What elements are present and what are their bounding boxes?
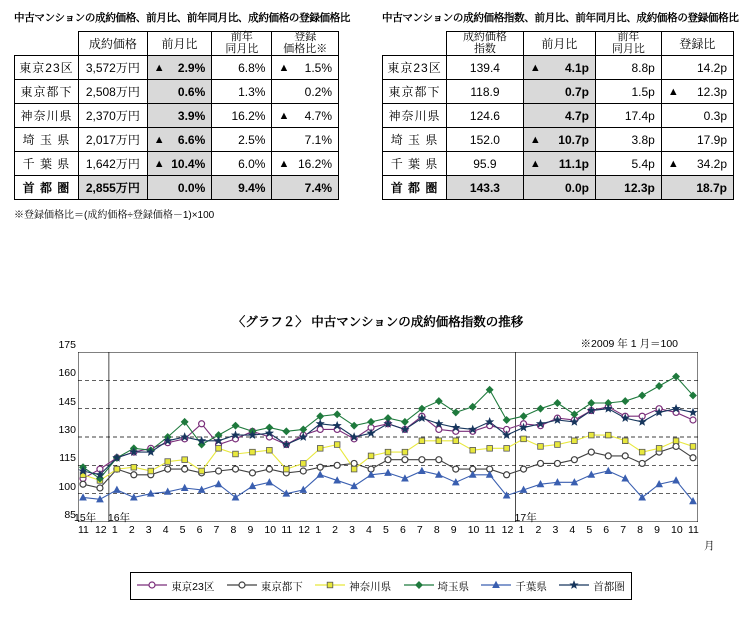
col-header-reg: 登録比	[661, 32, 733, 56]
cell-mom-value: 11.1p	[558, 156, 589, 171]
cell-reg	[661, 152, 733, 176]
triangle-icon: ▲	[529, 133, 541, 146]
cell-mom-value: 3.9%	[177, 108, 206, 123]
y-tick-label: 145	[58, 395, 76, 408]
cell-mom	[523, 176, 595, 200]
left-table-note: ※登録価格比＝(成約価格÷登録価格－1)×100	[14, 210, 215, 222]
x-year-label: 16年	[107, 512, 131, 524]
table-row	[383, 152, 734, 176]
triangle-icon: ▲	[153, 133, 165, 146]
table-row	[383, 80, 734, 104]
row-label: 神奈川県	[15, 104, 79, 128]
cell-yoy-value: 3.8p	[631, 132, 655, 147]
index-table	[382, 31, 734, 200]
cell-reg-value: 17.9p	[696, 132, 727, 147]
cell-reg	[661, 56, 733, 80]
cell-index: 139.4	[447, 56, 524, 80]
row-label: 東京都下	[15, 80, 79, 104]
table-row	[383, 104, 734, 128]
cell-yoy	[595, 176, 661, 200]
col-header-yoy: 前年 同月比	[595, 32, 661, 56]
x-tick-label: 6	[399, 524, 406, 536]
cell-mom-value: 2.9%	[177, 60, 206, 75]
triangle-icon: ▲	[667, 157, 679, 170]
cell-reg	[272, 152, 339, 176]
x-year-label: 17年	[514, 512, 537, 524]
x-tick-label: 12	[501, 524, 514, 536]
col-header-blank	[383, 32, 447, 56]
cell-mom	[147, 80, 212, 104]
x-tick-label: 12	[94, 524, 107, 536]
table-row	[15, 56, 339, 80]
triangle-icon: ▲	[529, 61, 541, 74]
cell-yoy-value: 2.5%	[238, 132, 266, 147]
cell-yoy-value: 17.4p	[624, 108, 655, 123]
cell-reg	[661, 176, 733, 200]
cell-reg-value: 7.1%	[304, 132, 332, 147]
y-tick-label: 115	[59, 452, 76, 465]
x-tick-label: 2	[128, 524, 135, 536]
table-row-total	[15, 176, 339, 200]
cell-mom	[147, 152, 212, 176]
x-tick-label: 3	[349, 524, 355, 536]
y-tick-label: 85	[64, 509, 76, 521]
legend-marker-diamond-icon	[404, 579, 434, 594]
table-header-row	[15, 32, 339, 56]
y-tick-label: 175	[58, 339, 76, 351]
table-row	[383, 128, 734, 152]
chart-legend	[130, 572, 632, 600]
cell-yoy	[212, 128, 272, 152]
x-tick-label: 1	[111, 524, 118, 536]
cell-mom	[523, 152, 595, 176]
row-label: 首 都 圏	[15, 176, 79, 200]
x-tick-label: 9	[247, 524, 254, 536]
table-row-total	[383, 176, 734, 200]
cell-reg-value: 0.2%	[304, 84, 332, 99]
cell-reg	[272, 56, 339, 80]
y-tick-label: 100	[58, 480, 76, 493]
row-label: 埼 玉 県	[15, 128, 79, 152]
x-tick-label: 7	[213, 524, 220, 536]
row-label: 千 葉 県	[383, 152, 447, 176]
x-tick-label: 3	[145, 524, 152, 536]
cell-price: 2,508万円	[78, 80, 147, 104]
x-tick-label: 5	[179, 524, 186, 536]
cell-price: 3,572万円	[78, 56, 147, 80]
x-tick-label: 11	[78, 524, 89, 536]
cell-yoy	[595, 56, 661, 80]
cell-mom	[523, 56, 595, 80]
x-tick-label: 10	[671, 524, 683, 536]
col-header-index: 成約価格 指数	[447, 32, 524, 56]
cell-yoy-value: 6.8%	[238, 60, 266, 75]
triangle-icon: ▲	[278, 61, 290, 74]
x-tick-label: 5	[383, 524, 389, 536]
x-tick-label: 4	[569, 524, 576, 536]
table-header-row	[383, 32, 734, 56]
cell-reg-value: 34.2p	[696, 156, 727, 171]
x-tick-label: 7	[620, 524, 627, 536]
cell-yoy-value: 16.2%	[231, 108, 266, 123]
x-axis-unit-label: 月	[704, 540, 715, 552]
x-tick-label: 7	[416, 524, 423, 536]
cell-mom	[523, 80, 595, 104]
legend-marker-square-icon	[315, 579, 345, 594]
row-label: 東京23区	[15, 56, 79, 80]
row-label: 東京都下	[383, 80, 447, 104]
x-tick-label: 1	[518, 524, 525, 536]
legend-label: 神奈川県	[349, 580, 392, 593]
triangle-icon: ▲	[529, 157, 541, 170]
legend-marker-circle-open-icon	[227, 579, 257, 594]
cell-price: 1,642万円	[78, 152, 147, 176]
cell-reg-value: 14.2p	[696, 60, 727, 75]
cell-mom-value: 4.7p	[564, 108, 589, 123]
cell-yoy	[212, 80, 272, 104]
legend-marker-circle-icon	[137, 579, 167, 594]
cell-yoy-value: 12.3p	[624, 180, 655, 195]
cell-mom-value: 0.0p	[564, 180, 589, 195]
x-tick-label: 9	[654, 524, 660, 536]
legend-item[interactable]	[227, 579, 303, 594]
legend-item[interactable]	[137, 579, 214, 594]
cell-reg	[272, 176, 339, 200]
col-header-price: 成約価格	[78, 32, 147, 56]
legend-item[interactable]	[481, 579, 547, 594]
right-table-block	[382, 10, 744, 200]
cell-reg-value: 12.3p	[696, 84, 727, 99]
cell-index: 95.9	[447, 152, 524, 176]
cell-reg	[272, 80, 339, 104]
cell-reg	[272, 128, 339, 152]
cell-mom-value: 0.0%	[177, 180, 206, 195]
y-axis-labels	[40, 339, 76, 528]
cell-yoy	[595, 152, 661, 176]
cell-mom-value: 6.6%	[177, 132, 206, 147]
x-tick-label: 2	[332, 524, 338, 536]
cell-index: 143.3	[447, 176, 524, 200]
triangle-icon: ▲	[667, 85, 679, 98]
legend-label: 埼玉県	[437, 580, 469, 593]
table-row	[383, 56, 734, 80]
cell-yoy	[212, 104, 272, 128]
cell-price: 2,855万円	[78, 176, 147, 200]
row-label: 神奈川県	[383, 104, 447, 128]
cell-reg	[272, 104, 339, 128]
row-label: 東京23区	[383, 56, 447, 80]
cell-mom	[147, 176, 212, 200]
triangle-icon: ▲	[278, 157, 290, 170]
cell-index: 118.9	[447, 80, 524, 104]
x-tick-label: 11	[281, 524, 293, 536]
x-tick-label: 5	[586, 524, 593, 536]
x-tick-label: 4	[162, 524, 169, 536]
cell-index: 124.6	[447, 104, 524, 128]
triangle-icon: ▲	[153, 157, 165, 170]
cell-yoy-value: 8.8p	[631, 60, 655, 75]
cell-yoy-value: 1.5p	[631, 84, 655, 99]
cell-yoy-value: 1.3%	[238, 84, 266, 99]
cell-reg	[661, 128, 733, 152]
cell-reg-value: 18.7p	[696, 180, 727, 195]
cell-mom-value: 0.7p	[564, 84, 589, 99]
x-tick-label: 10	[467, 524, 480, 536]
x-tick-label: 8	[637, 524, 643, 536]
x-tick-label: 11	[688, 524, 699, 536]
row-label: 千 葉 県	[15, 152, 79, 176]
cell-mom	[147, 104, 212, 128]
cell-yoy	[212, 152, 272, 176]
legend-marker-triangle-icon	[481, 579, 511, 594]
legend-label: 首都圏	[593, 580, 625, 593]
cell-reg	[661, 80, 733, 104]
cell-reg	[661, 104, 733, 128]
col-header-reg: 登録 価格比※	[272, 32, 339, 56]
cell-mom	[523, 128, 595, 152]
chart-title: 〈グラフ２〉 中古マンションの成約価格指数の推移	[232, 315, 524, 329]
legend-label: 東京23区	[171, 580, 215, 593]
x-tick-label: 12	[298, 524, 310, 536]
y-tick-label: 160	[58, 367, 76, 380]
x-tick-label: 1	[315, 524, 322, 536]
col-header-blank	[15, 32, 79, 56]
cell-yoy-value: 5.4p	[631, 156, 655, 171]
row-label: 首 都 圏	[383, 176, 447, 200]
x-tick-label: 6	[196, 524, 203, 536]
cell-price: 2,017万円	[78, 128, 147, 152]
legend-label: 東京都下	[260, 580, 303, 593]
right-table-title: 中古マンションの成約価格指数、前月比、前年同月比、成約価格の登録価格比	[382, 12, 739, 24]
cell-yoy	[212, 56, 272, 80]
legend-item[interactable]	[315, 579, 391, 594]
col-header-mom: 前月比	[523, 32, 595, 56]
cell-mom-value: 4.1p	[564, 60, 589, 75]
legend-marker-star-icon	[559, 579, 589, 594]
x-tick-label: 8	[433, 524, 440, 536]
cell-yoy	[595, 104, 661, 128]
cell-yoy	[595, 80, 661, 104]
chart-area	[0, 300, 756, 621]
table-row	[15, 104, 339, 128]
cell-price: 2,370万円	[78, 104, 147, 128]
row-label: 埼 玉 県	[383, 128, 447, 152]
x-year-label: 15年	[74, 512, 97, 524]
triangle-icon: ▲	[278, 109, 290, 122]
chart-note: ※2009 年 1 月＝100	[580, 338, 678, 350]
table-row	[15, 80, 339, 104]
line-chart-svg	[78, 352, 698, 522]
triangle-icon: ▲	[153, 61, 165, 74]
left-table-block	[14, 10, 359, 221]
price-table	[14, 31, 339, 200]
x-tick-label: 4	[366, 524, 372, 536]
col-header-mom: 前月比	[147, 32, 212, 56]
cell-yoy	[212, 176, 272, 200]
cell-reg-value: 4.7%	[304, 108, 332, 123]
cell-yoy-value: 9.4%	[238, 180, 266, 195]
left-table-title: 中古マンションの成約価格、前月比、前年同月比、成約価格の登録価格比	[14, 12, 351, 24]
table-row	[15, 152, 339, 176]
x-axis-labels	[74, 512, 715, 558]
plot-area	[78, 352, 698, 522]
x-tick-label: 8	[230, 524, 237, 536]
cell-mom-value: 0.6%	[177, 84, 206, 99]
x-tick-label: 10	[264, 524, 277, 536]
legend-item[interactable]	[559, 579, 625, 594]
cell-reg-value: 7.4%	[304, 180, 332, 195]
cell-mom-value: 10.7p	[558, 132, 589, 147]
cell-reg-value: 0.3p	[703, 108, 727, 123]
cell-mom-value: 10.4%	[171, 156, 206, 171]
cell-mom	[147, 128, 212, 152]
cell-mom	[147, 56, 212, 80]
legend-item[interactable]	[404, 579, 470, 594]
cell-yoy-value: 6.0%	[238, 156, 266, 171]
x-tick-label: 2	[535, 524, 542, 536]
cell-yoy	[595, 128, 661, 152]
x-tick-label: 9	[450, 524, 457, 536]
x-tick-label: 3	[552, 524, 559, 536]
col-header-yoy: 前年 同月比	[212, 32, 272, 56]
legend-label: 千葉県	[515, 580, 547, 593]
cell-reg-value: 16.2%	[297, 156, 332, 171]
x-tick-label: 6	[603, 524, 610, 536]
cell-reg-value: 1.5%	[304, 60, 332, 75]
cell-index: 152.0	[447, 128, 524, 152]
x-tick-label: 11	[484, 524, 496, 536]
y-tick-label: 130	[58, 424, 76, 436]
table-row	[15, 128, 339, 152]
cell-mom	[523, 104, 595, 128]
